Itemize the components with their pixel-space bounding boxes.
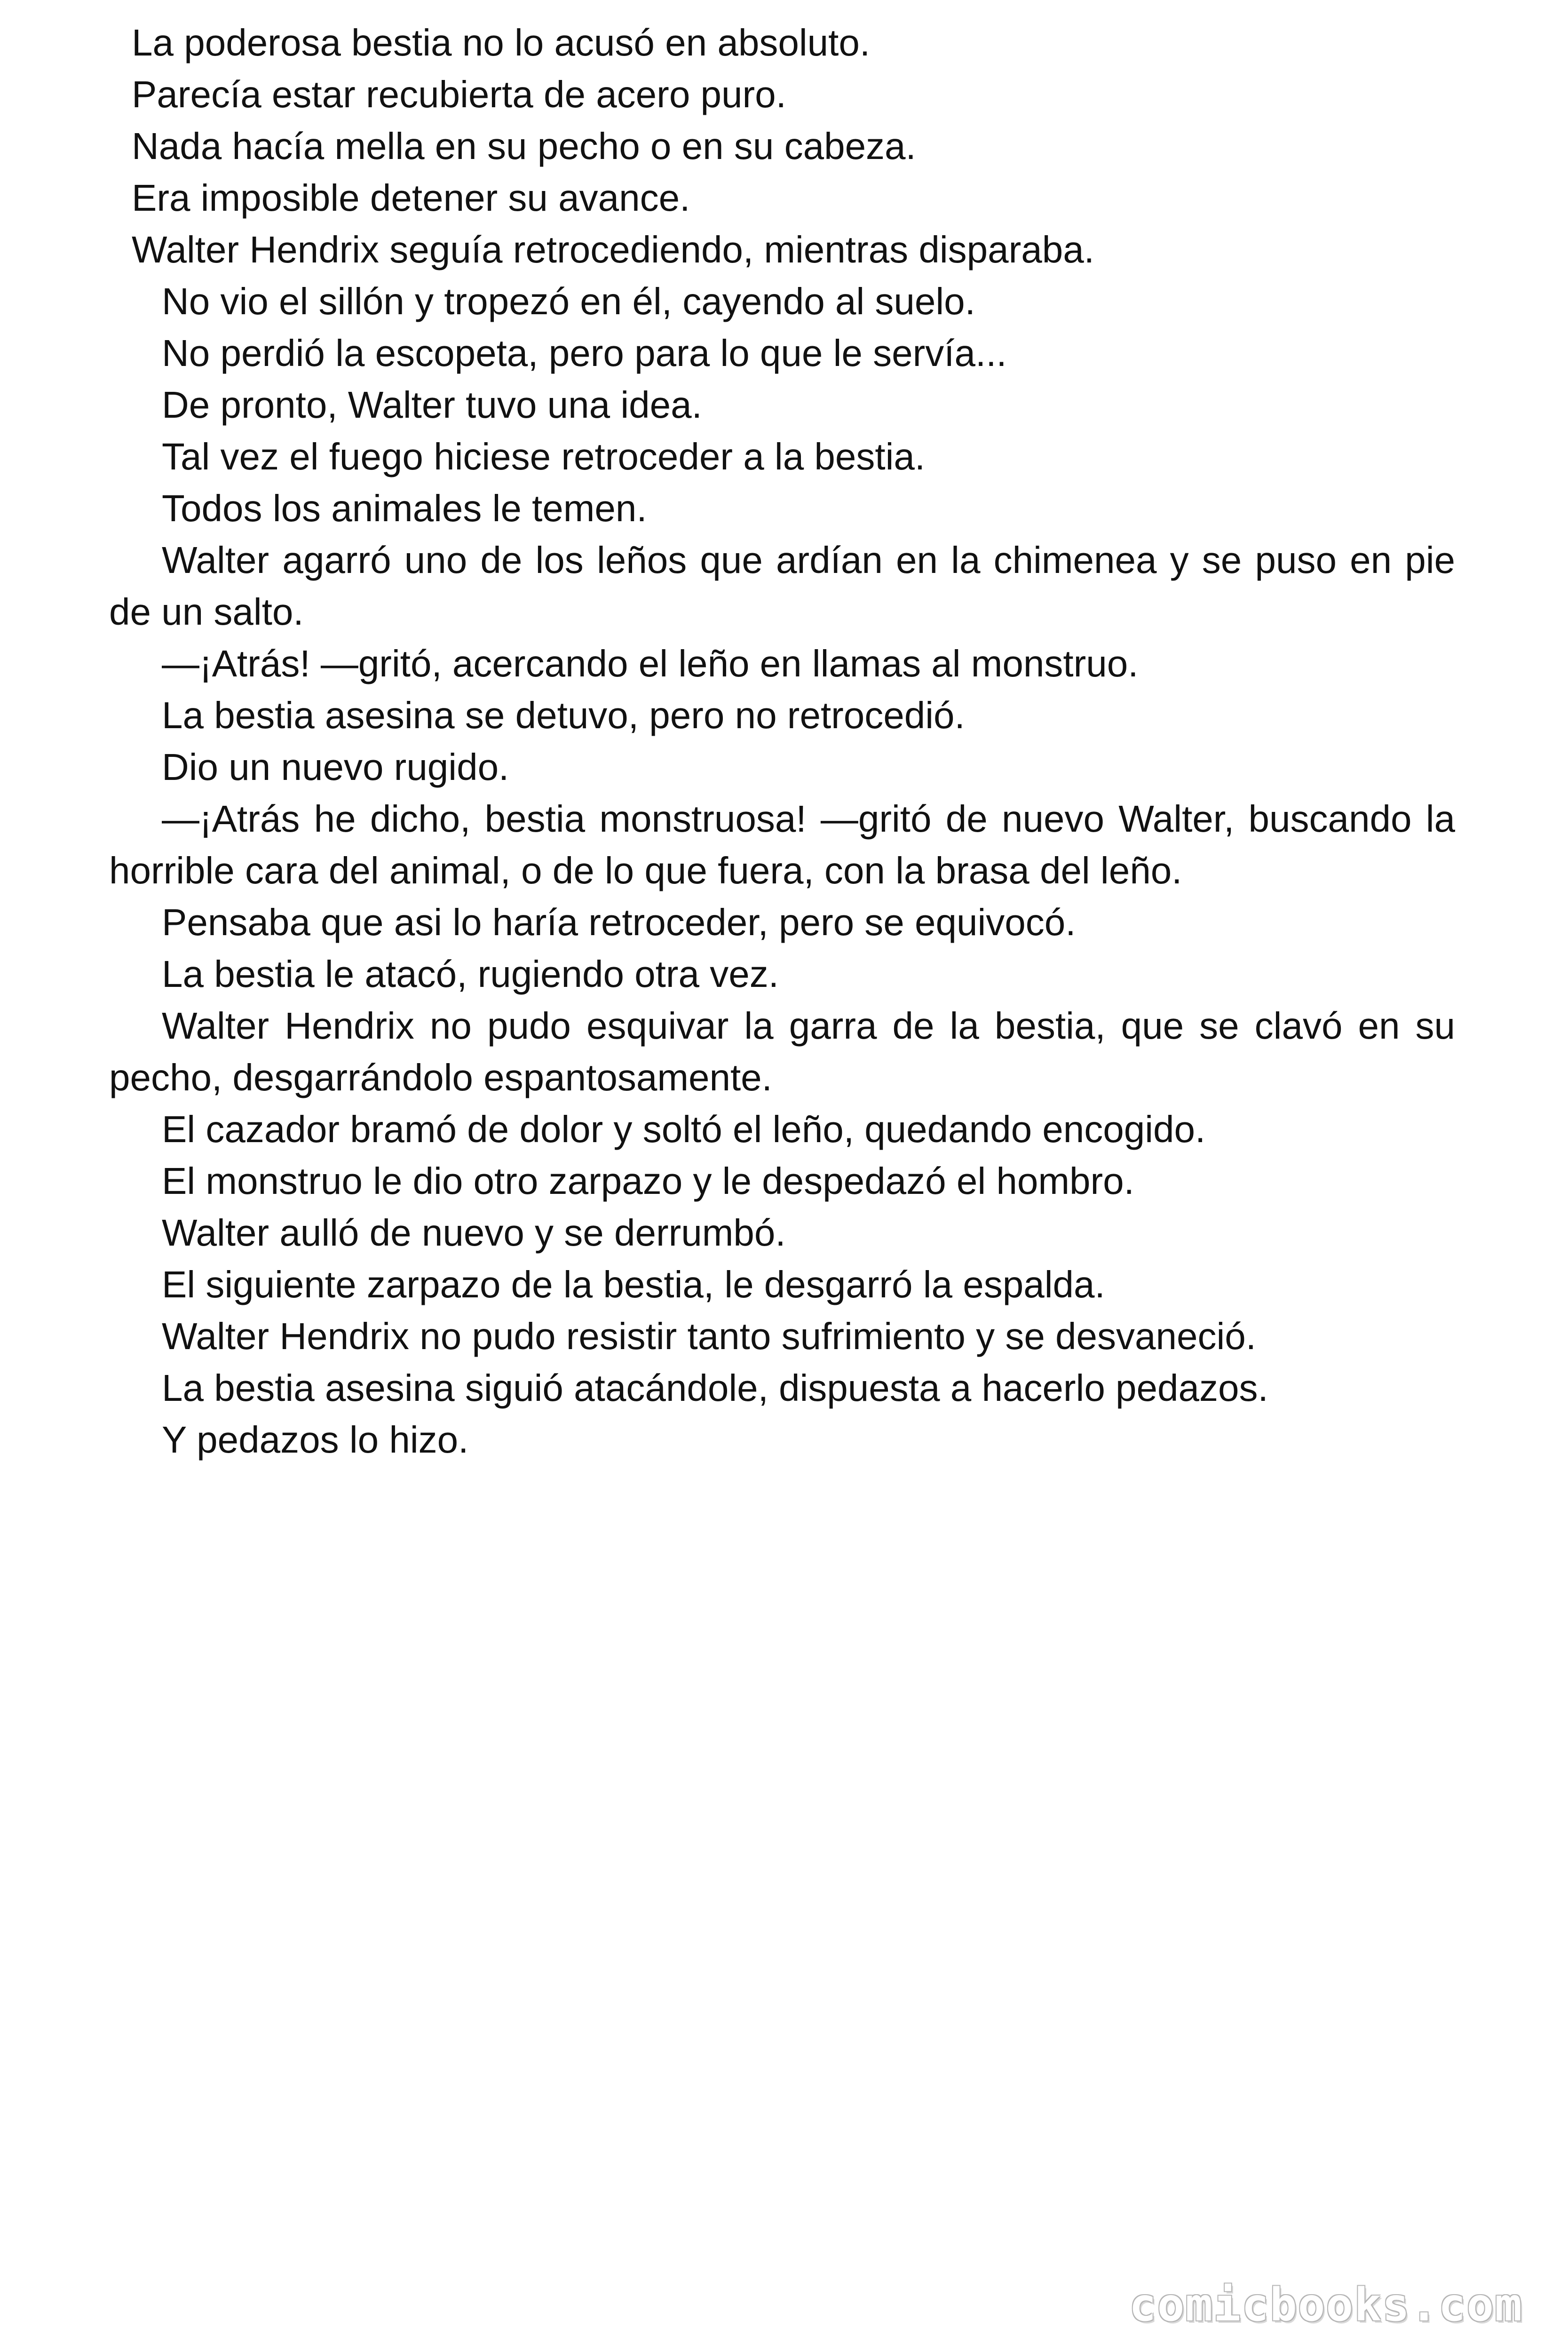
paragraph: No vio el sillón y tropezó en él, cayendo al suelo. <box>162 280 975 322</box>
paragraph: Parecía estar recubierta de acero puro. <box>132 73 786 115</box>
paragraph: La bestia asesina siguió atacándole, dispuesta a hacerlo pedazos. <box>162 1367 1268 1409</box>
paragraph: El cazador bramó de dolor y soltó el leño, quedando encogido. <box>162 1108 1206 1150</box>
paragraph: La bestia le atacó, rugiendo otra vez. <box>162 953 779 995</box>
paragraph: —¡Atrás! —gritó, acercando el leño en llamas al monstruo. <box>162 643 1139 684</box>
paragraph: Walter agarró uno de los leños que ardían en la chimenea y se puso en pie de un salto. <box>109 539 1455 633</box>
paragraph: La poderosa bestia no lo acusó en absoluto. <box>132 22 871 64</box>
paragraph: Todos los animales le temen. <box>162 487 647 529</box>
body-text <box>109 17 1455 1466</box>
paragraph: Y pedazos lo hizo. <box>162 1419 469 1461</box>
paragraph: De pronto, Walter tuvo una idea. <box>162 384 702 426</box>
paragraph: Nada hacía mella en su pecho o en su cabeza. <box>132 125 916 167</box>
paragraph: Era imposible detener su avance. <box>132 177 690 219</box>
paragraph: Walter Hendrix no pudo resistir tanto sufrimiento y se desvaneció. <box>162 1315 1256 1357</box>
paragraph: —¡Atrás he dicho, bestia monstruosa! —gritó de nuevo Walter, buscando la horrible cara del animal, o de lo que fuera, con la brasa del leño. <box>109 798 1455 891</box>
paragraph: Dio un nuevo rugido. <box>162 746 509 788</box>
paragraph: Pensaba que asi lo haría retroceder, pero se equivocó. <box>162 901 1076 943</box>
paragraph: Walter aulló de nuevo y se derrumbó. <box>162 1212 786 1254</box>
paragraph: El monstruo le dio otro zarpazo y le despedazó el hombro. <box>162 1160 1134 1202</box>
paragraph: El siguiente zarpazo de la bestia, le desgarró la espalda. <box>162 1263 1105 1305</box>
paragraph: Walter Hendrix seguía retrocediendo, mientras disparaba. <box>132 229 1094 270</box>
paragraph: Tal vez el fuego hiciese retroceder a la bestia. <box>162 436 926 477</box>
watermark-logo: comicbooks.com <box>1129 2279 1523 2331</box>
paragraph: La bestia asesina se detuvo, pero no retrocedió. <box>162 694 965 736</box>
paragraph: No perdió la escopeta, pero para lo que le servía... <box>162 332 1007 374</box>
paragraph: Walter Hendrix no pudo esquivar la garra de la bestia, que se clavó en su pecho, desgarrándolo espantosamente. <box>109 1005 1455 1098</box>
